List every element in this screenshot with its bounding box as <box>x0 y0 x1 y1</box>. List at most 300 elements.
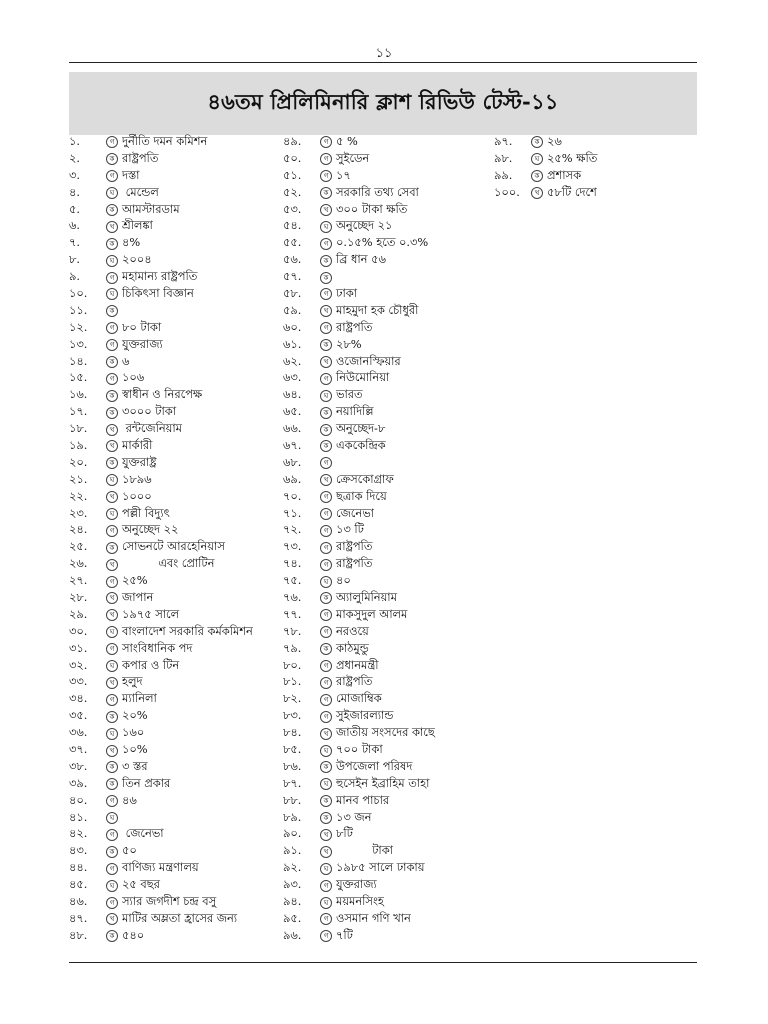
answer-text: নয়াদিল্লি <box>336 404 374 419</box>
answer-row <box>69 455 253 472</box>
question-number: ৮৫. <box>283 742 302 757</box>
answer-option-circle: খ <box>320 829 332 841</box>
question-number: ৭৭. <box>283 606 302 621</box>
answer-option-circle: গ <box>106 694 118 706</box>
answer-text: মার্কারী <box>122 437 153 452</box>
answer-text: ম্যানিলা <box>122 691 157 706</box>
answer-row <box>69 928 253 945</box>
answer-row <box>69 404 253 421</box>
answer-option-circle: ঘ <box>106 880 118 892</box>
answer-row <box>69 607 253 624</box>
answer-text: ১০৬ <box>122 370 145 385</box>
answer-text: ভারত <box>336 387 363 402</box>
answer-text: অনুচ্ছেদ ২১ <box>336 218 393 233</box>
answer-row <box>283 134 435 151</box>
answer-row <box>283 691 435 708</box>
answer-option-circle: খ <box>320 356 332 368</box>
answer-row <box>69 675 253 692</box>
answer-row <box>283 522 435 539</box>
answer-text: ২৮% <box>336 336 362 351</box>
question-number: ৫৩. <box>283 201 302 216</box>
answer-row <box>69 776 253 793</box>
answer-row <box>283 387 435 404</box>
question-number: ১৮. <box>69 421 88 436</box>
answer-row <box>69 438 253 455</box>
question-number: ৫২. <box>283 184 302 199</box>
answer-text: হলুদ <box>122 674 143 689</box>
answer-option-circle: ক <box>320 440 332 452</box>
answer-option-circle: গ <box>106 373 118 385</box>
answer-row <box>69 793 253 810</box>
answer-row <box>283 877 435 894</box>
question-number: ৯২. <box>283 860 302 875</box>
answer-option-circle: ক <box>106 711 118 723</box>
answer-row <box>69 556 253 573</box>
answer-option-circle: গ <box>320 559 332 571</box>
answer-text: যুক্তরাজ্য <box>336 877 377 892</box>
question-number: ৮০. <box>283 657 302 672</box>
answer-option-circle: ক <box>320 339 332 351</box>
answer-text: রাষ্ট্রপতি <box>336 539 373 554</box>
answer-option-circle: গ <box>320 525 332 537</box>
answer-option-circle: খ <box>106 424 118 436</box>
answer-text: ১০০০ <box>122 488 152 503</box>
answer-text: ৪০ <box>336 573 351 588</box>
answer-option-circle: গ <box>320 238 332 250</box>
answer-text: ৫৮টি দেশে <box>547 184 597 199</box>
answer-option-circle: ক <box>531 136 543 148</box>
question-number: ৮৯. <box>283 809 302 824</box>
answer-text: মাকসুদুল আলম <box>336 606 408 621</box>
answer-text: উপজেলা পরিষদ <box>336 758 413 773</box>
question-number: ৭২. <box>283 522 302 537</box>
question-number: ৬. <box>69 218 81 233</box>
answer-option-circle: খ <box>320 728 332 740</box>
answer-text: কপার ও টিন <box>122 657 180 672</box>
answer-text: তিন প্রকার <box>122 775 171 790</box>
title-banner <box>69 72 697 135</box>
answer-text: চিকিৎসা বিজ্ঞান <box>122 285 194 300</box>
answer-row <box>69 810 253 827</box>
answer-row <box>69 354 253 371</box>
answer-text: ২০০৪ <box>122 252 152 267</box>
answer-option-circle: ঘ <box>106 187 118 199</box>
answer-row <box>283 421 435 438</box>
answer-text: স্বাধীন ও নিরপেক্ষ <box>122 387 203 402</box>
answer-row <box>283 218 435 235</box>
answer-row <box>283 438 435 455</box>
question-number: ৮৪. <box>283 725 302 740</box>
answer-text: রাষ্ট্রপতি <box>336 556 373 571</box>
question-number: ৬৩. <box>283 370 302 385</box>
question-number: ৫. <box>69 201 81 216</box>
question-number: ৪৬. <box>69 894 88 909</box>
answer-row <box>69 691 253 708</box>
answer-text: ২০% <box>122 708 148 723</box>
answer-option-circle: গ <box>320 491 332 503</box>
answer-row <box>283 252 435 269</box>
answer-text: হুসেইন ইব্রাহিম তাহা <box>336 775 430 790</box>
answer-row <box>69 725 253 742</box>
question-number: ৪৪. <box>69 860 88 875</box>
answer-text: ১৯৮৫ সালে ঢাকায় <box>336 860 425 875</box>
answer-option-circle: গ <box>106 863 118 875</box>
question-number: ১০. <box>69 285 88 300</box>
bottom-divider <box>69 962 697 963</box>
answer-row <box>283 404 435 421</box>
answer-option-circle: ঘ <box>320 778 332 790</box>
answer-option-circle: খ <box>320 474 332 486</box>
question-number: ১৬. <box>69 387 88 402</box>
question-number: ৯৮. <box>494 150 513 165</box>
answer-text: ৫৪০ <box>122 927 145 942</box>
question-number: ৯৭. <box>494 133 513 148</box>
question-number: ৯৪. <box>283 894 302 909</box>
answer-text: ১৮৯৬ <box>122 471 152 486</box>
answer-row <box>283 303 435 320</box>
question-number: ১. <box>69 133 81 148</box>
question-number: ১৩. <box>69 336 88 351</box>
answer-option-circle: ঘ <box>531 153 543 165</box>
answer-row <box>69 658 253 675</box>
answer-row <box>69 337 253 354</box>
question-number: ৯১. <box>283 843 302 858</box>
answer-option-circle: ঘ <box>320 745 332 757</box>
answer-option-circle: ক <box>106 356 118 368</box>
answer-option-circle: গ <box>320 930 332 942</box>
answer-text: মহামান্য রাষ্ট্রপতি <box>122 269 198 284</box>
answer-row <box>283 202 435 219</box>
answer-option-circle: ক <box>106 407 118 419</box>
answer-text: ৭টি <box>336 927 353 942</box>
answer-text: ৫ % <box>336 133 358 148</box>
answer-option-circle: গ <box>320 542 332 554</box>
question-number: ১৭. <box>69 404 88 419</box>
question-number: ৫০. <box>283 150 302 165</box>
question-number: ৭৩. <box>283 539 302 554</box>
question-number: ৬২. <box>283 353 302 368</box>
question-number: ৩১. <box>69 640 88 655</box>
answer-text: ২৬ <box>547 133 562 148</box>
answer-row <box>69 624 253 641</box>
question-number: ৩৯. <box>69 775 88 790</box>
answer-text: ১৩ জন <box>336 809 372 824</box>
question-number: ৮২. <box>283 691 302 706</box>
question-number: ৫৮. <box>283 285 302 300</box>
answer-option-circle: গ <box>106 795 118 807</box>
question-number: ৯৬. <box>283 927 302 942</box>
answer-row <box>283 235 435 252</box>
answer-option-circle: গ <box>106 136 118 148</box>
answer-row <box>283 506 435 523</box>
answer-option-circle: গ <box>320 694 332 706</box>
answer-row <box>283 556 435 573</box>
answer-row <box>283 354 435 371</box>
question-number: ৬৮. <box>283 454 302 469</box>
answer-option-circle: গ <box>320 609 332 621</box>
answer-option-circle: খ <box>320 846 332 858</box>
answer-row <box>283 337 435 354</box>
answer-option-circle: ক <box>320 761 332 773</box>
answer-text: ১৬০ <box>122 725 145 740</box>
answer-text: প্রধানমন্ত্রী <box>336 657 379 672</box>
answer-text: ০.১৫% হতে ০.৩% <box>336 235 429 250</box>
answer-row <box>283 472 435 489</box>
answer-option-circle: গ <box>320 711 332 723</box>
question-number: ৭৫. <box>283 573 302 588</box>
answer-option-circle: ক <box>106 846 118 858</box>
question-number: ৭১. <box>283 505 302 520</box>
answer-text: সরকারি তথ্য সেবা <box>336 184 419 199</box>
answer-option-circle: গ <box>320 288 332 300</box>
answer-option-circle: ঘ <box>106 288 118 300</box>
answer-text: ৩০০ টাকা ক্ষতি <box>336 201 408 216</box>
answer-option-circle: খ <box>320 305 332 317</box>
question-number: ৫৪. <box>283 218 302 233</box>
answer-text: দস্তা <box>122 167 140 182</box>
answer-option-circle: ঘ <box>320 221 332 233</box>
answer-option-circle: গ <box>320 880 332 892</box>
answer-option-circle: ক <box>106 457 118 469</box>
question-number: ৯০. <box>283 826 302 841</box>
answer-text: ৬ <box>122 353 130 368</box>
answer-row <box>283 708 435 725</box>
answer-row <box>69 286 253 303</box>
answer-option-circle: ক <box>320 407 332 419</box>
answer-text: ব্রি ধান ৫৬ <box>336 252 386 267</box>
question-number: ৮৩. <box>283 708 302 723</box>
answer-row <box>283 742 435 759</box>
answer-text: ২৫ বছর <box>122 877 160 892</box>
answer-option-circle: ঘ <box>320 863 332 875</box>
answer-row <box>69 573 253 590</box>
question-number: ৬৪. <box>283 387 302 402</box>
answer-option-circle: গ <box>320 508 332 520</box>
question-number: ৪৩. <box>69 843 88 858</box>
question-number: ১৪. <box>69 353 88 368</box>
page-title: ৪৬তম প্রিলিমিনারি ক্লাশ রিভিউ টেস্ট-১১ <box>207 89 559 114</box>
answer-row <box>283 286 435 303</box>
answer-option-circle: ক <box>106 542 118 554</box>
answer-text: অ্যালুমিনিয়াম <box>336 590 397 604</box>
answer-row <box>69 202 253 219</box>
answer-text: অনুচ্ছেদ-৮ <box>336 421 386 436</box>
answer-option-circle: গ <box>320 170 332 182</box>
question-number: ২৯. <box>69 606 88 621</box>
answer-option-circle: ক <box>106 761 118 773</box>
answer-option-circle: খ <box>320 204 332 216</box>
answer-row <box>283 810 435 827</box>
question-number: ২৩. <box>69 505 88 520</box>
answer-column-2 <box>283 134 435 945</box>
question-number: ৬৬. <box>283 421 302 436</box>
answer-row <box>69 320 253 337</box>
answer-text: ঢাকা <box>336 285 358 300</box>
answer-row <box>69 151 253 168</box>
answer-row <box>283 590 435 607</box>
answer-row <box>69 590 253 607</box>
answer-option-circle: খ <box>106 592 118 604</box>
answer-text: রাষ্ট্রপতি <box>336 319 373 334</box>
question-number: ২০. <box>69 454 88 469</box>
answer-row <box>283 725 435 742</box>
answer-row <box>69 708 253 725</box>
question-number: ২৫. <box>69 539 88 554</box>
answer-option-circle: ক <box>320 255 332 267</box>
answer-option-circle: গ <box>106 576 118 588</box>
answer-row <box>69 860 253 877</box>
answer-text: ২৫% <box>122 573 148 588</box>
question-number: ৩৩. <box>69 674 88 689</box>
answer-text: সাংবিধানিক পদ <box>122 640 193 655</box>
question-number: ৬৯. <box>283 471 302 486</box>
answer-row <box>69 759 253 776</box>
question-number: ১২. <box>69 319 88 334</box>
answer-row <box>69 168 253 185</box>
answer-row <box>283 928 435 945</box>
answer-row <box>69 877 253 894</box>
question-number: ৯৯. <box>494 167 513 182</box>
answer-row <box>283 607 435 624</box>
page-number: ১১ <box>375 46 393 61</box>
answer-row <box>69 421 253 438</box>
answer-row <box>283 658 435 675</box>
answer-text: ১৩ টি <box>336 522 364 537</box>
answer-option-circle: খ <box>106 609 118 621</box>
answer-option-circle: গ <box>106 897 118 909</box>
answer-option-circle: ঘ <box>320 576 332 588</box>
answer-text: ১৭ <box>336 167 351 182</box>
answer-option-circle: ক <box>531 170 543 182</box>
question-number: ২৭. <box>69 573 88 588</box>
answer-text: সোভনটে আরহেনিয়াস <box>122 539 225 554</box>
question-number: ৯৫. <box>283 910 302 925</box>
question-number: ১৫. <box>69 370 88 385</box>
answer-option-circle: খ <box>531 187 543 199</box>
answer-option-circle: খ <box>106 221 118 233</box>
answer-text: বাংলাদেশ সরকারি কর্মকমিশন <box>122 623 253 638</box>
question-number: ৫৯. <box>283 302 302 317</box>
question-number: ৩৫. <box>69 708 88 723</box>
answer-text: এককেন্দ্রিক <box>336 437 386 452</box>
answer-text: ৮০ টাকা <box>122 319 162 334</box>
question-number: ৭৮. <box>283 623 302 638</box>
answer-row <box>69 252 253 269</box>
answer-text: এবং প্রোটিন <box>122 556 215 571</box>
answer-text: নিউমোনিয়া <box>336 370 390 385</box>
question-number: ৮৭. <box>283 775 302 790</box>
question-number: ৩৭. <box>69 742 88 757</box>
question-number: ৩০. <box>69 623 88 638</box>
answer-text: ওসমান গণি খান <box>336 910 411 925</box>
answer-row <box>494 185 597 202</box>
question-number: ২৮. <box>69 590 88 604</box>
answer-option-circle: ঘ <box>106 255 118 267</box>
answer-text: মাটির অম্লতা হ্রাসের জন্য <box>122 910 238 925</box>
answer-row <box>69 185 253 202</box>
answer-text: ৪% <box>122 235 141 250</box>
answer-row <box>69 134 253 151</box>
answer-option-circle: ঘ <box>106 660 118 672</box>
answer-option-circle: গ <box>320 373 332 385</box>
answer-row <box>283 827 435 844</box>
answer-option-circle: ক <box>106 153 118 165</box>
answer-option-circle: গ <box>320 660 332 672</box>
answer-option-circle: ক <box>106 390 118 402</box>
question-number: ২২. <box>69 488 88 503</box>
question-number: ৭০. <box>283 488 302 503</box>
question-number: ৪০. <box>69 792 88 807</box>
answer-option-circle: গ <box>106 829 118 841</box>
answer-text: রাষ্ট্রপতি <box>122 150 159 165</box>
answer-option-circle: গ <box>320 457 332 469</box>
answer-row <box>283 776 435 793</box>
question-number: ৫৭. <box>283 269 302 284</box>
answer-row <box>494 168 597 185</box>
question-number: ৬৭. <box>283 437 302 452</box>
answer-option-circle: ঘ <box>320 897 332 909</box>
question-number: ৩৬. <box>69 725 88 740</box>
question-number: ৭৪. <box>283 556 302 571</box>
answer-row <box>283 759 435 776</box>
answer-option-circle: ক <box>320 812 332 824</box>
answer-row <box>494 134 597 151</box>
question-number: ৫৬. <box>283 252 302 267</box>
question-number: ৪৫. <box>69 877 88 892</box>
question-number: ২১. <box>69 471 88 486</box>
question-number: ৭৯. <box>283 640 302 655</box>
answer-option-circle: ক <box>320 424 332 436</box>
question-number: ৮. <box>69 252 81 267</box>
answer-text: বাণিজ্য মন্ত্রণালয় <box>122 860 199 875</box>
question-number: ৫১. <box>283 167 302 182</box>
answer-row <box>283 624 435 641</box>
answer-row <box>69 911 253 928</box>
question-number: ৮৮. <box>283 792 302 807</box>
question-number: ১৯. <box>69 437 88 452</box>
answer-option-circle: খ <box>106 913 118 925</box>
answer-option-circle: গ <box>320 913 332 925</box>
answer-row <box>283 911 435 928</box>
answer-row <box>69 269 253 286</box>
answer-row <box>283 489 435 506</box>
answer-row <box>494 151 597 168</box>
question-number: ৮১. <box>283 674 302 689</box>
answer-text: ৪৬ <box>122 792 137 807</box>
answer-row <box>69 303 253 320</box>
answer-option-circle: ঘ <box>106 474 118 486</box>
answer-row <box>69 387 253 404</box>
question-number: ৫৫. <box>283 235 302 250</box>
question-number: ৪৯. <box>283 133 302 148</box>
answer-text: ২৫% ক্ষতি <box>547 150 598 165</box>
answer-row <box>69 235 253 252</box>
answer-text: জাতীয় সংসদের কাছে <box>336 725 435 740</box>
answer-row <box>283 573 435 590</box>
answer-row <box>283 860 435 877</box>
answer-text: যুক্তরাষ্ট্র <box>122 454 157 469</box>
answer-row <box>69 827 253 844</box>
answer-row <box>283 151 435 168</box>
answer-text: কাঠমুন্ডু <box>336 640 369 655</box>
answer-option-circle: ঘ <box>106 812 118 824</box>
answer-text: ৭০০ টাকা <box>336 742 383 757</box>
answer-text: অনুচ্ছেদ ২২ <box>122 522 179 537</box>
answer-text: ৫০ <box>122 843 137 858</box>
answer-row <box>283 269 435 286</box>
answer-option-circle: ক <box>106 238 118 250</box>
answer-text: স্যার জগদীশ চন্দ্র বসু <box>122 894 217 909</box>
